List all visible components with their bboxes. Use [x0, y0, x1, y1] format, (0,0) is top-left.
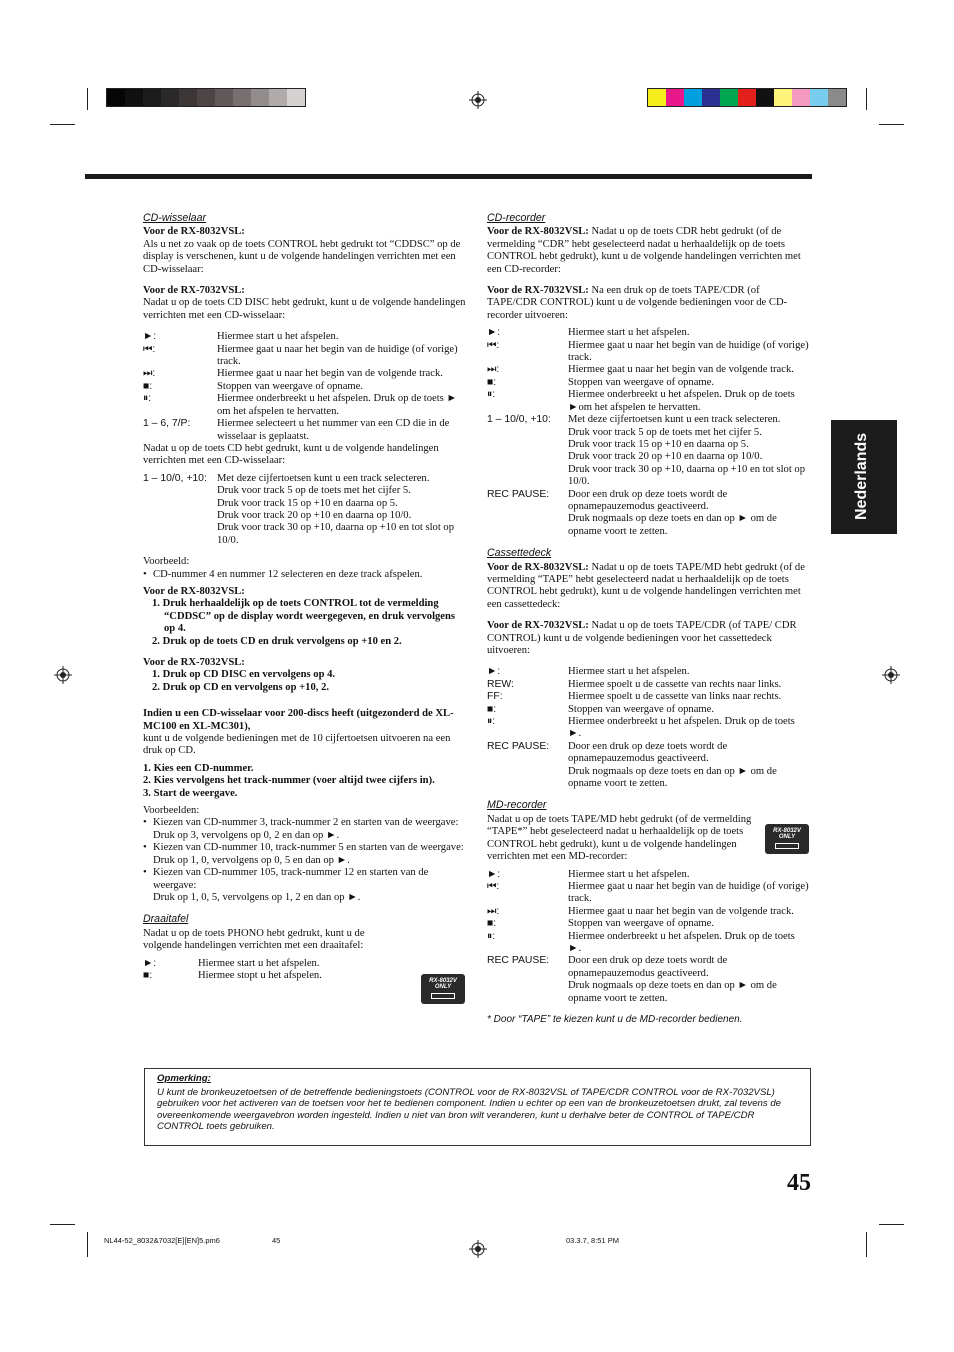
control-desc: Stoppen van weergave of opname.: [568, 918, 715, 930]
control-row: [487, 906, 810, 918]
section-heading-cassette: Cassettedeck: [487, 547, 552, 560]
model-label: Voor de RX-7032VSL:: [487, 285, 589, 297]
step: 2. Kies vervolgens het track-nummer (voer altijd twee cijfers in).: [143, 775, 435, 787]
section-heading-cd-recorder: CD-recorder: [487, 212, 546, 224]
control-row: [143, 418, 468, 443]
control-row: [487, 881, 810, 906]
bullet-press: Druk op 1, 0, vervolgens op 0, 5 en dan op ►.: [153, 854, 350, 866]
bullet-text: Kiezen van CD-nummer 10, track-nummer 5 en starten van de weergave:: [153, 842, 464, 854]
model-label: Voor de RX-7032VSL:: [487, 620, 589, 632]
bullet-press: Druk op 1, 0, 5, vervolgens op 1, 2 en dan op ►.: [153, 891, 361, 903]
control-list: [143, 331, 468, 443]
control-key: ■:: [143, 969, 153, 981]
crop-mark: [50, 1224, 75, 1225]
language-tab-label: Nederlands: [853, 432, 870, 520]
control-desc: Hiermee onderbreekt u het afspelen. Druk op de toets ►.: [568, 930, 795, 954]
crop-mark: [50, 124, 75, 125]
control-row: [487, 666, 810, 678]
control-key: ►:: [487, 868, 501, 880]
control-desc: Hiermee gaat u naar het begin van de huidige (of vorige) track.: [217, 343, 458, 368]
control-row: [143, 368, 468, 380]
control-key: ►:: [143, 331, 157, 343]
control-desc: Stoppen van weergave of opname.: [568, 376, 715, 388]
control-key: ⏮:: [487, 339, 500, 351]
number-examples: [487, 427, 810, 489]
control-desc: Hiermee onderbreekt u het afspelen. Druk op de toets ►om het afspelen te hervatten.: [568, 389, 795, 413]
control-desc: Hiermee gaat u naar het begin van de huidige (of vorige) track.: [568, 339, 809, 364]
color-swatch: [684, 89, 702, 106]
crop-mark: [879, 124, 904, 125]
footer-page: 45: [272, 1236, 281, 1245]
color-swatch: [810, 89, 828, 106]
color-swatch: [774, 89, 792, 106]
control-key: ⏭:: [143, 368, 156, 380]
control-desc: Hiermee spoelt u de cassette van links naar rechts.: [568, 691, 782, 703]
control-key: 1 – 10/0, +10:: [143, 472, 207, 484]
control-desc: Druk nogmaals op deze toets en dan op ► om de opname voort te zetten.: [568, 980, 777, 1004]
number-example: Druk voor track 20 op +10 en daarna op 10/0.: [217, 509, 412, 521]
crop-mark: [879, 1224, 904, 1225]
control-desc: Stoppen van weergave of opname.: [568, 703, 715, 715]
control-row: [143, 331, 468, 343]
control-row: [487, 955, 810, 980]
model-label: Voor de RX-8032VSL:: [143, 226, 245, 238]
paragraph: Nadat u op de toets CD hebt gedrukt, kunt u de volgende handelingen verrichten met een CD-wisselaar:: [143, 442, 439, 467]
footnote: * Door “TAPE” te kiezen kunt u de MD-recorder bedienen.: [487, 1013, 743, 1025]
registration-mark-icon: [54, 666, 72, 684]
gray-swatch: [233, 89, 251, 106]
control-row: [143, 970, 468, 982]
gray-swatch: [215, 89, 233, 106]
note-box: [144, 1068, 811, 1146]
number-examples: [143, 485, 468, 547]
control-key: ■:: [487, 703, 497, 715]
paragraph: Na een druk op de toets TAPE/CDR (of TAPE/CDR CONTROL) kunt u de volgende bedieningen voor de CD-recorder uitvoeren:: [487, 285, 788, 321]
badge-slot-icon: [775, 843, 799, 849]
footer-file: NL44-52_8032&7032[E][EN]5.pm6: [104, 1236, 220, 1245]
control-row: [487, 489, 810, 514]
registration-mark-icon: [882, 666, 900, 684]
paragraph: Nadat u op de toets PHONO hebt gedrukt, kunt u de volgende handelingen verrichten met een draaitafel:: [143, 927, 365, 952]
page-number: 45: [787, 1170, 811, 1196]
example-label: Voorbeeld:: [143, 556, 190, 568]
badge-slot-icon: [431, 993, 455, 999]
color-swatch: [828, 89, 846, 106]
gray-swatch: [161, 89, 179, 106]
control-desc: Hiermee spoelt u de cassette van rechts naar links.: [568, 678, 782, 690]
gray-swatch: [269, 89, 287, 106]
control-key: ⏮:: [487, 880, 500, 892]
step: 1. Druk herhaaldelijk op de toets CONTROL tot de vermelding “CDDSC” op de display wordt weergegeven, en druk vervolgens op 4.: [152, 598, 456, 635]
paragraph: kunt u de volgende bedieningen met de 10 cijfertoetsen uitvoeren na een druk op CD.: [143, 733, 451, 757]
section-heading-cd-changer: CD-wisselaar: [143, 212, 206, 224]
color-swatch: [756, 89, 774, 106]
note-heading: Opmerking:: [157, 1073, 211, 1084]
model-label: Voor de RX-8032VSL:: [487, 561, 589, 573]
color-bar-left: [106, 88, 306, 107]
footer-date: 03.3.7, 8:51 PM: [566, 1236, 619, 1245]
paragraph: Nadat u op de toets TAPE/CDR (of TAPE/ CDR CONTROL) kunt u de volgende bedieningen voor het cassettedeck uitvoeren:: [487, 620, 797, 656]
model-label: Voor de RX-8032VSL:: [487, 226, 589, 238]
control-key: FF:: [487, 691, 503, 703]
control-row: [487, 869, 810, 881]
control-key: ►:: [487, 666, 501, 678]
step: 2. Druk op de toets CD en druk vervolgens op +10 en 2.: [152, 635, 402, 647]
control-key: REW:: [487, 678, 514, 690]
registration-mark-icon: [469, 1240, 487, 1258]
control-desc: Hiermee gaat u naar het begin van de volgende track.: [217, 368, 443, 380]
control-desc: Hiermee start u het afspelen.: [198, 957, 320, 969]
control-desc: Hiermee start u het afspelen.: [568, 327, 690, 339]
control-desc: Hiermee gaat u naar het begin van de volgende track.: [568, 905, 794, 917]
control-key: ⏸:: [487, 389, 496, 401]
number-example: Druk voor track 30 op +10, daarna op +10 en tot slot op 10/0.: [217, 522, 455, 546]
control-row: [487, 377, 810, 389]
step: 3. Start de weergave.: [143, 787, 238, 799]
badge-label: RX-8032V ONLY: [429, 978, 457, 990]
control-desc: Hiermee onderbreekt u het afspelen. Druk op de toets ►.: [568, 716, 795, 740]
model-label: Voor de RX-8032VSL:: [143, 585, 245, 597]
control-row: [487, 741, 810, 766]
step-list: [143, 763, 468, 800]
step-list: [143, 669, 468, 694]
model-label: Voor de RX-7032VSL:: [143, 657, 245, 668]
note-text: U kunt de bronkeuzetoetsen of de betreffende bedieningstoets (CONTROL voor de RX-8032VSL of TAPE/CDR CONTROL voor de RX-7032VSL) gebruiken voor het activeren van de toetsen voor het te bedienen component. Indien u echter op een van de bronkeuzetoetsen drukt, zal tevens de overeenkomende weergavebron worden ingesteld. Indien u niet van bron wilt veranderen, kunt u derhalve beter de CONTROL of TAPE/CDR CONTROL toets gebruiken.: [157, 1086, 782, 1132]
bullet-item: • Kiezen van CD-nummer 105, track-nummer 12 en starten van de weergave: Druk op 1, 0, 5, vervolgens op 1, 2 en dan op ►.: [143, 867, 429, 903]
control-desc: Hiermee start u het afspelen.: [568, 666, 690, 678]
header-rule: [85, 174, 812, 179]
control-row: [143, 393, 468, 418]
left-column: [143, 212, 468, 982]
number-example: Druk voor track 15 op +10 en daarna op 5.: [217, 497, 398, 509]
control-row: [143, 381, 468, 393]
control-key: ►:: [487, 327, 501, 339]
control-row: [143, 473, 468, 485]
control-row: [487, 679, 810, 691]
control-row: [487, 918, 810, 930]
control-desc: Stoppen van weergave of opname.: [217, 380, 364, 392]
subheading: Indien u een CD-wisselaar voor 200-discs heeft (uitgezonderd de XL-MC100 en XL-MC301),: [143, 708, 454, 732]
control-desc: Druk nogmaals op deze toets en dan op ► om de opname voort te zetten.: [568, 765, 777, 790]
registration-mark-icon: [469, 91, 487, 109]
control-row: [487, 414, 810, 426]
gray-swatch: [287, 89, 305, 106]
control-row: [487, 340, 810, 365]
gray-swatch: [251, 89, 269, 106]
control-row: [487, 389, 810, 414]
control-key: ⏭:: [487, 364, 500, 376]
control-desc: Hiermee gaat u naar het begin van de huidige (of vorige) track.: [568, 880, 809, 905]
control-desc: Hiermee onderbreekt u het afspelen. Druk op de toets ► om het afspelen te hervatten.: [217, 393, 457, 417]
color-swatch: [792, 89, 810, 106]
crop-mark: [866, 1232, 867, 1257]
control-desc: Hiermee stopt u het afspelen.: [198, 969, 322, 981]
gray-swatch: [143, 89, 161, 106]
control-key: 1 – 6, 7/P:: [143, 418, 191, 430]
bullet-item: • Kiezen van CD-nummer 3, track-nummer 2 en starten van de weergave: Druk op 3, vervolgens op 0, 2 en dan op ►.: [143, 817, 459, 841]
example-label: Voorbeelden:: [143, 805, 200, 817]
color-swatch: [666, 89, 684, 106]
bullet-text: Kiezen van CD-nummer 105, track-nummer 12 en starten van de weergave:: [153, 867, 429, 891]
control-key: ►:: [143, 957, 157, 969]
gray-swatch: [107, 89, 125, 106]
section-heading-turntable: Draaitafel: [143, 913, 189, 926]
bullet-press: Druk op 3, vervolgens op 0, 2 en dan op ►.: [153, 829, 340, 841]
control-key: ⏸:: [143, 393, 152, 405]
color-bar-right: [647, 88, 847, 107]
bullet-text: Kiezen van CD-nummer 3, track-nummer 2 en starten van de weergave:: [153, 817, 459, 829]
bullet-item: • CD-nummer 4 en nummer 12 selecteren en deze track afspelen.: [143, 569, 468, 581]
control-row: [143, 958, 468, 970]
step: 1. Druk op CD DISC en vervolgens op 4.: [152, 669, 336, 681]
number-example: Druk voor track 5 op de toets met het cijfer 5.: [217, 485, 411, 497]
language-tab: [831, 420, 897, 534]
control-key: ⏸:: [487, 930, 496, 942]
crop-mark: [866, 88, 867, 110]
control-desc: Druk nogmaals op deze toets en dan op ► om de opname voort te zetten.: [568, 513, 777, 537]
control-desc: Door een druk op deze toets wordt de opnamepauzemodus geactiveerd.: [568, 488, 728, 512]
control-key: ⏸:: [487, 716, 496, 728]
control-row: [487, 691, 810, 703]
control-desc: Met deze cijfertoetsen kunt u een track selecteren.: [568, 414, 781, 426]
paragraph: Nadat u op de toets TAPE/MD hebt gedrukt (of de vermelding “TAPE*” hebt geselecteerd nadat u herhaaldelijk op de toets CONTROL hebt gedrukt), kunt u de volgende handelingen verrichten met een MD-recorder:: [487, 813, 752, 863]
number-example: Druk voor track 30 op +10, daarna op +10 en tot slot op 10/0.: [568, 463, 806, 488]
control-key: 1 – 10/0, +10:: [487, 414, 551, 426]
number-example: Druk voor track 5 op de toets met het cijfer 5.: [568, 426, 762, 438]
control-key: ⏭:: [487, 905, 500, 917]
control-key: ⏮:: [143, 343, 156, 355]
control-desc: Door een druk op deze toets wordt de opnamepauzemodus geactiveerd.: [568, 955, 728, 979]
control-key: REC PAUSE:: [487, 740, 550, 752]
step-list: [143, 598, 468, 648]
gray-swatch: [197, 89, 215, 106]
paragraph: Nadat u op de toets CD DISC hebt gedrukt, kunt u de volgende handelingen verrichten met een CD-wisselaar:: [143, 297, 466, 321]
color-swatch: [648, 89, 666, 106]
model-only-badge: [421, 974, 465, 1004]
control-row: [487, 704, 810, 716]
crop-mark: [87, 88, 88, 110]
section-heading-md-recorder: MD-recorder: [487, 799, 547, 812]
control-key: REC PAUSE:: [487, 955, 550, 967]
gray-swatch: [125, 89, 143, 106]
right-column: [487, 212, 810, 1026]
control-key: ■:: [487, 376, 497, 388]
badge-label: RX-8032V ONLY: [773, 828, 801, 840]
control-desc: Hiermee selecteert u het nummer van een CD die in de wisselaar is geplaatst.: [217, 418, 450, 442]
gray-swatch: [179, 89, 197, 106]
control-row: [143, 344, 468, 369]
paragraph: Als u net zo vaak op de toets CONTROL hebt gedrukt tot “CDDSC” op de display is verschenen, kunt u de volgende handelingen verrichten met een CD-wisselaar:: [143, 238, 461, 275]
control-desc: Hiermee start u het afspelen.: [217, 331, 339, 343]
step: 1. Kies een CD-nummer.: [143, 762, 254, 774]
step: 2. Druk op CD en vervolgens op +10, 2.: [152, 681, 330, 693]
color-swatch: [738, 89, 756, 106]
number-example: Druk voor track 20 op +10 en daarna op 10/0.: [568, 451, 763, 463]
control-key: REC PAUSE:: [487, 488, 550, 500]
color-swatch: [720, 89, 738, 106]
control-key: ■:: [487, 918, 497, 930]
paragraph: Nadat u op de toets CDR hebt gedrukt (of de vermelding “CDR” hebt geselecteerd nadat u herhaaldelijk op de toets CONTROL hebt gedrukt), kunt u de volgende handelingen verrichten met een CD-recorder:: [487, 226, 801, 275]
model-label: Voor de RX-7032VSL:: [143, 285, 245, 297]
control-row: [487, 364, 810, 376]
control-desc: Hiermee start u het afspelen.: [568, 868, 690, 880]
model-only-badge: [765, 824, 809, 854]
control-desc: Met deze cijfertoetsen kunt u een track selecteren.: [217, 472, 430, 484]
number-example: Druk voor track 15 op +10 en daarna op 5.: [568, 438, 749, 450]
crop-mark: [87, 1232, 88, 1257]
control-row: [487, 327, 810, 339]
bullet-text: CD-nummer 4 en nummer 12 selecteren en deze track afspelen.: [153, 568, 423, 580]
control-desc: Door een druk op deze toets wordt de opnamepauzemodus geactiveerd.: [568, 740, 728, 765]
control-row: [487, 716, 810, 741]
paragraph: Nadat u op de toets TAPE/MD hebt gedrukt (of de vermelding “TAPE” hebt geselecteerd nadat u herhaaldelijk op de toets CONTROL hebt gedrukt), kunt u de volgende handelingen verrichten met een cassettedeck:: [487, 561, 805, 610]
control-key: ■:: [143, 380, 153, 392]
control-row: [487, 931, 810, 956]
color-swatch: [702, 89, 720, 106]
control-desc: Hiermee gaat u naar het begin van de volgende track.: [568, 364, 794, 376]
bullet-item: • Kiezen van CD-nummer 10, track-nummer 5 en starten van de weergave: Druk op 1, 0, vervolgens op 0, 5 en dan op ►.: [143, 842, 464, 866]
